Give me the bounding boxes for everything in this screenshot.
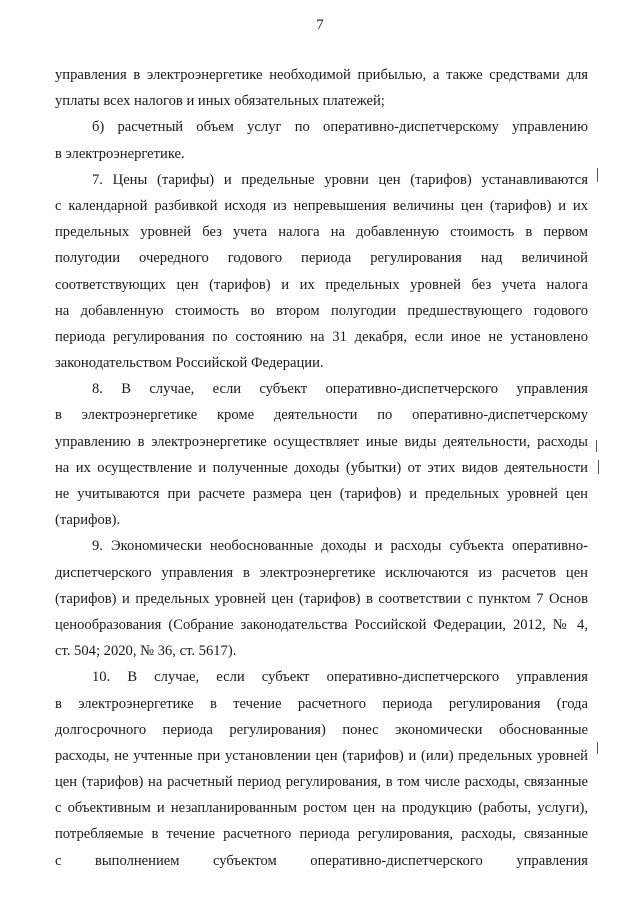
text-line: ст. 504; 2020, № 36, ст. 5617). (55, 643, 237, 660)
paragraph-first-line: 7. Цены (тарифы) и предельные уровни цен (тарифов) устанавливаются (92, 171, 588, 188)
text-line: с выполнением субъектом оперативно-диспетчерского управления (55, 852, 588, 869)
text-line: с календарной разбивкой исходя из непревышения величины цен (тарифов) и их (55, 197, 588, 214)
text-line: (тарифов). (55, 512, 121, 529)
text-line: потребляемые в течение расчетного периода регулирования, расходы, связанные (55, 826, 588, 843)
text-line: (тарифов) и предельных уровней цен (тарифов) в соответствии с пунктом 7 Основ (55, 590, 588, 607)
text-line: управления в электроэнергетике необходимой прибылью, а также средствами для (55, 67, 588, 83)
text-line: с объективным и незапланированным ростом цен на продукцию (работы, услуги), (55, 800, 588, 817)
text-line: долгосрочного периода регулирования) понес экономически обоснованные (55, 721, 588, 738)
text-line: управлению в электроэнергетике осуществляет иные виды деятельности, расходы (55, 433, 588, 450)
paragraph-first-line: б) расчетный объем услуг по оперативно-диспетчерскому управлению (92, 119, 588, 136)
paragraph-first-line: 10. В случае, если субъект оперативно-диспетчерского управления (92, 669, 588, 686)
text-line: законодательством Российской Федерации. (55, 355, 324, 372)
text-line: уплаты всех налогов и иных обязательных платежей; (55, 93, 385, 110)
paragraph-first-line: 8. В случае, если субъект оперативно-диспетчерского управления (92, 381, 588, 398)
paragraph-first-line: 9. Экономически необоснованные доходы и расходы субъекта оперативно- (92, 538, 588, 555)
text-line: цен (тарифов) на расчетный период регулирования, в том числе расходы, связанные (55, 774, 588, 791)
text-line: в электроэнергетике в течение расчетного периода регулирования (года (55, 695, 588, 712)
text-line: ценообразования (Собрание законодательства Российской Федерации, 2012, № 4, (55, 616, 588, 633)
page-number: 7 (316, 17, 324, 33)
text-line: на добавленную стоимость во втором полугодии предшествующего годового (55, 302, 588, 319)
text-line: не учитываются при расчете размера цен (тарифов) и предельных уровней цен (55, 486, 588, 502)
scan-mark (598, 460, 599, 474)
scan-mark (597, 742, 598, 754)
text-line: предельных уровней без учета налога на добавленную стоимость в первом (55, 224, 588, 241)
text-line: расходы, не учтенные при установлении цен (тарифов) и (или) предельных уровней (55, 747, 588, 764)
text-line: периода регулирования по состоянию на 31 декабря, если иное не установлено (55, 328, 588, 345)
text-line: на их осуществление и полученные доходы (убытки) от этих видов деятельности (55, 459, 588, 476)
text-line: диспетчерского управления в электроэнергетике исключаются из расчетов цен (55, 564, 588, 581)
document-body (55, 62, 588, 874)
text-line: соответствующих цен (тарифов) и их предельных уровней без учета налога (55, 276, 588, 293)
scan-mark (596, 440, 597, 452)
text-line: в электроэнергетике кроме деятельности по оперативно-диспетчерскому (55, 407, 588, 424)
text-line: полугодии очередного годового периода регулирования над величиной (55, 250, 588, 267)
scan-mark (597, 168, 598, 182)
text-line: в электроэнергетике. (55, 145, 185, 162)
